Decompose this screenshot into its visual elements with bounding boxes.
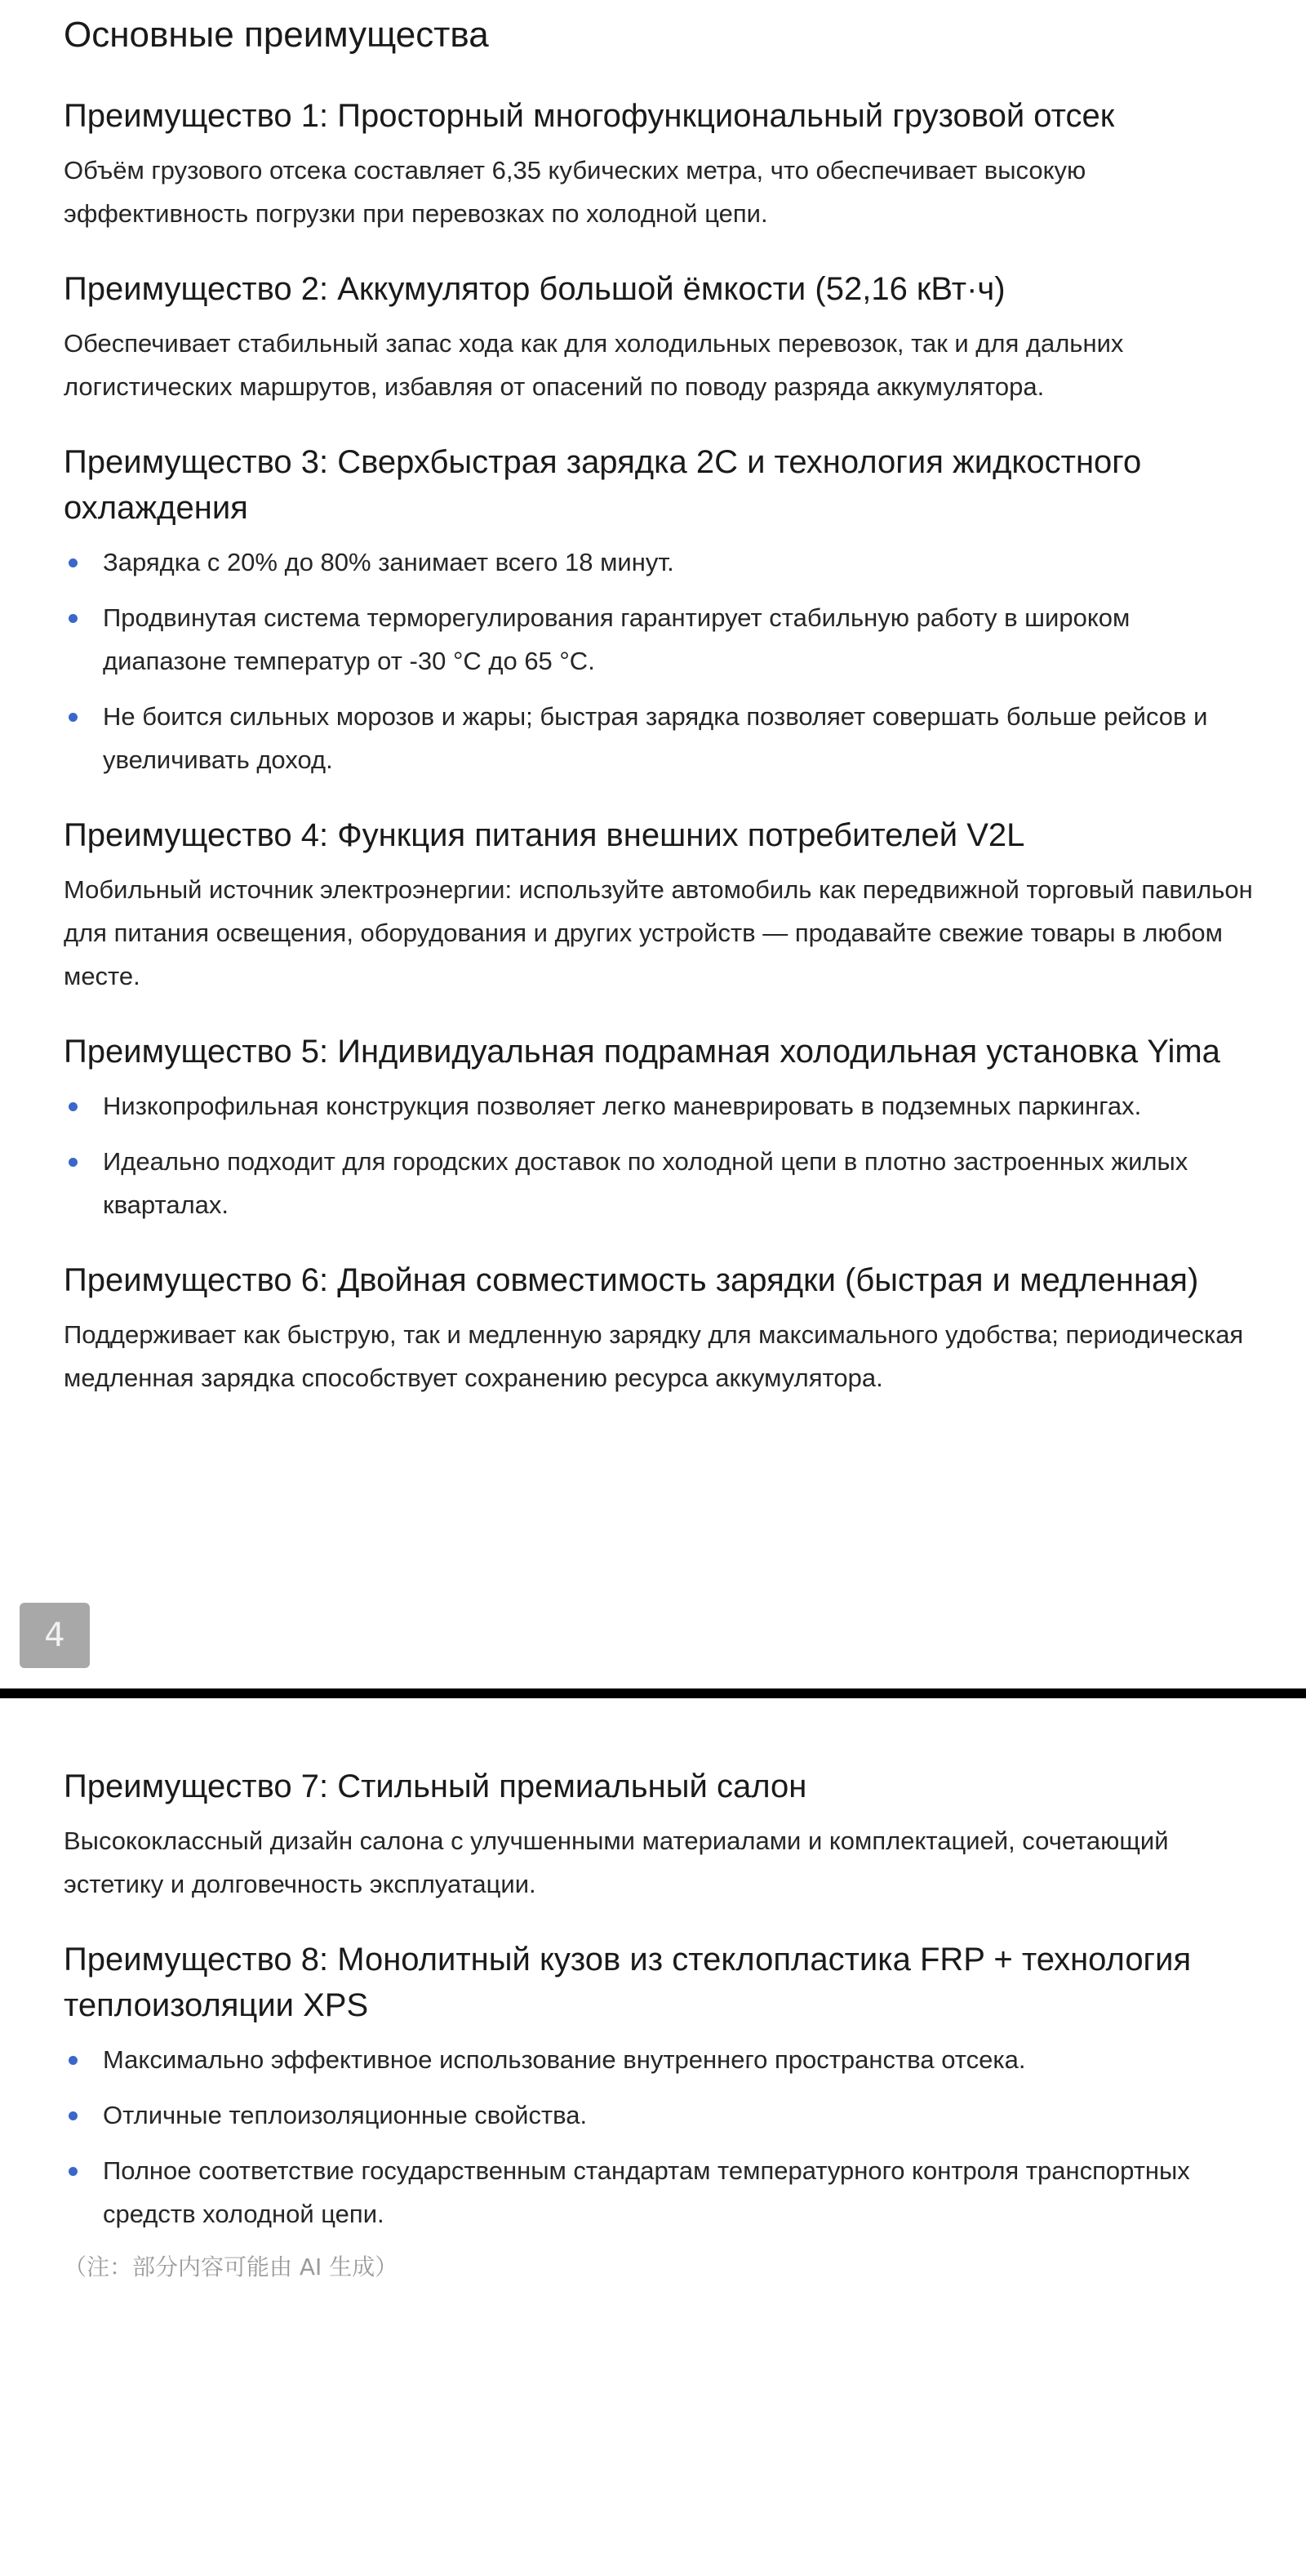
- advantage-title: Преимущество 7: Стильный премиальный салон: [64, 1768, 807, 1804]
- advantage-list: [64, 541, 1255, 781]
- advantage-title: Преимущество 1: Просторный многофункциональный грузовой отсек: [64, 98, 1115, 134]
- list-item: [64, 2038, 1255, 2081]
- list-item: [64, 695, 1255, 781]
- list-item: [64, 1084, 1255, 1128]
- advantage-5: [64, 1029, 1255, 1226]
- list-item-text: Максимально эффективное использование внутреннего пространства отсека.: [103, 2045, 1026, 2074]
- list-item-text: Низкопрофильная конструкция позволяет легко маневрировать в подземных паркингах.: [103, 1092, 1142, 1120]
- page-divider: [0, 1688, 1306, 1698]
- page-number-badge: 4: [20, 1603, 90, 1668]
- advantage-7: [64, 1764, 1255, 1906]
- advantage-text: Объём грузового отсека составляет 6,35 кубических метра, что обеспечивает высокую эффективность погрузки при перевозках по холодной цепи.: [64, 156, 1086, 228]
- list-item: [64, 2093, 1255, 2137]
- bullet-icon: [69, 713, 78, 722]
- page-2-content: [64, 1764, 1255, 2286]
- bullet-icon: [69, 2111, 78, 2120]
- list-item: [64, 2149, 1255, 2236]
- advantage-title: Преимущество 5: Индивидуальная подрамная холодильная установка Yima: [64, 1034, 1220, 1070]
- advantage-4: [64, 812, 1255, 998]
- bullet-icon: [69, 2056, 78, 2065]
- bullet-icon: [69, 558, 78, 567]
- bullet-icon: [69, 614, 78, 623]
- advantage-list: [64, 1084, 1255, 1226]
- list-item-text: Не боится сильных морозов и жары; быстрая зарядка позволяет совершать больше рейсов и увеличивать доход.: [103, 702, 1208, 774]
- list-item: [64, 541, 1255, 584]
- list-item: [64, 596, 1255, 683]
- document-page-2: [0, 1698, 1306, 2576]
- section-title: Основные преимущества: [64, 15, 489, 55]
- advantage-text: Поддерживает как быструю, так и медленную зарядку для максимального удобства; периодическая медленная зарядка способствует сохранению ресурса аккумулятора.: [64, 1320, 1244, 1392]
- advantage-6: [64, 1257, 1255, 1399]
- bullet-icon: [69, 1158, 78, 1167]
- bullet-icon: [69, 2167, 78, 2176]
- advantage-title: Преимущество 3: Сверхбыстрая зарядка 2C и технология жидкостного охлаждения: [64, 444, 1142, 526]
- advantage-text: Обеспечивает стабильный запас хода как для холодильных перевозок, так и для дальних логистических маршрутов, избавляя от опасений по поводу разряда аккумулятора.: [64, 329, 1124, 401]
- list-item: [64, 1140, 1255, 1226]
- advantage-3: [64, 439, 1255, 781]
- list-item-text: Идеально подходит для городских доставок по холодной цепи в плотно застроенных жилых кварталах.: [103, 1147, 1188, 1219]
- list-item-text: Зарядка с 20% до 80% занимает всего 18 минут.: [103, 548, 674, 576]
- page-1-content: [64, 7, 1255, 1430]
- list-item-text: Полное соответствие государственным стандартам температурного контроля транспортных средств холодной цепи.: [103, 2156, 1190, 2228]
- advantage-2: [64, 266, 1255, 408]
- advantage-title: Преимущество 6: Двойная совместимость зарядки (быстрая и медленная): [64, 1262, 1199, 1298]
- advantage-title: Преимущество 2: Аккумулятор большой ёмкости (52,16 кВт·ч): [64, 271, 1006, 307]
- list-item-text: Отличные теплоизоляционные свойства.: [103, 2101, 588, 2129]
- advantage-list: [64, 2038, 1255, 2236]
- advantage-text: Высококлассный дизайн салона с улучшенными материалами и комплектацией, сочетающий эстетику и долговечность эксплуатации.: [64, 1826, 1169, 1898]
- advantage-title: Преимущество 8: Монолитный кузов из стеклопластика FRP + технология теплоизоляции XPS: [64, 1942, 1192, 2023]
- bullet-icon: [69, 1102, 78, 1111]
- list-item-text: Продвинутая система терморегулирования гарантирует стабильную работу в широком диапазоне температур от -30 °C до 65 °C.: [103, 603, 1131, 675]
- advantage-title: Преимущество 4: Функция питания внешних потребителей V2L: [64, 817, 1025, 853]
- advantage-text: Мобильный источник электроэнергии: используйте автомобиль как передвижной торговый павильон для питания освещения, оборудования и других устройств — продавайте свежие товары в любом месте.: [64, 875, 1253, 990]
- advantage-1: [64, 93, 1255, 235]
- ai-disclaimer-note: （注：部分内容可能由 AI 生成）: [64, 2253, 398, 2280]
- advantage-8: [64, 1937, 1255, 2236]
